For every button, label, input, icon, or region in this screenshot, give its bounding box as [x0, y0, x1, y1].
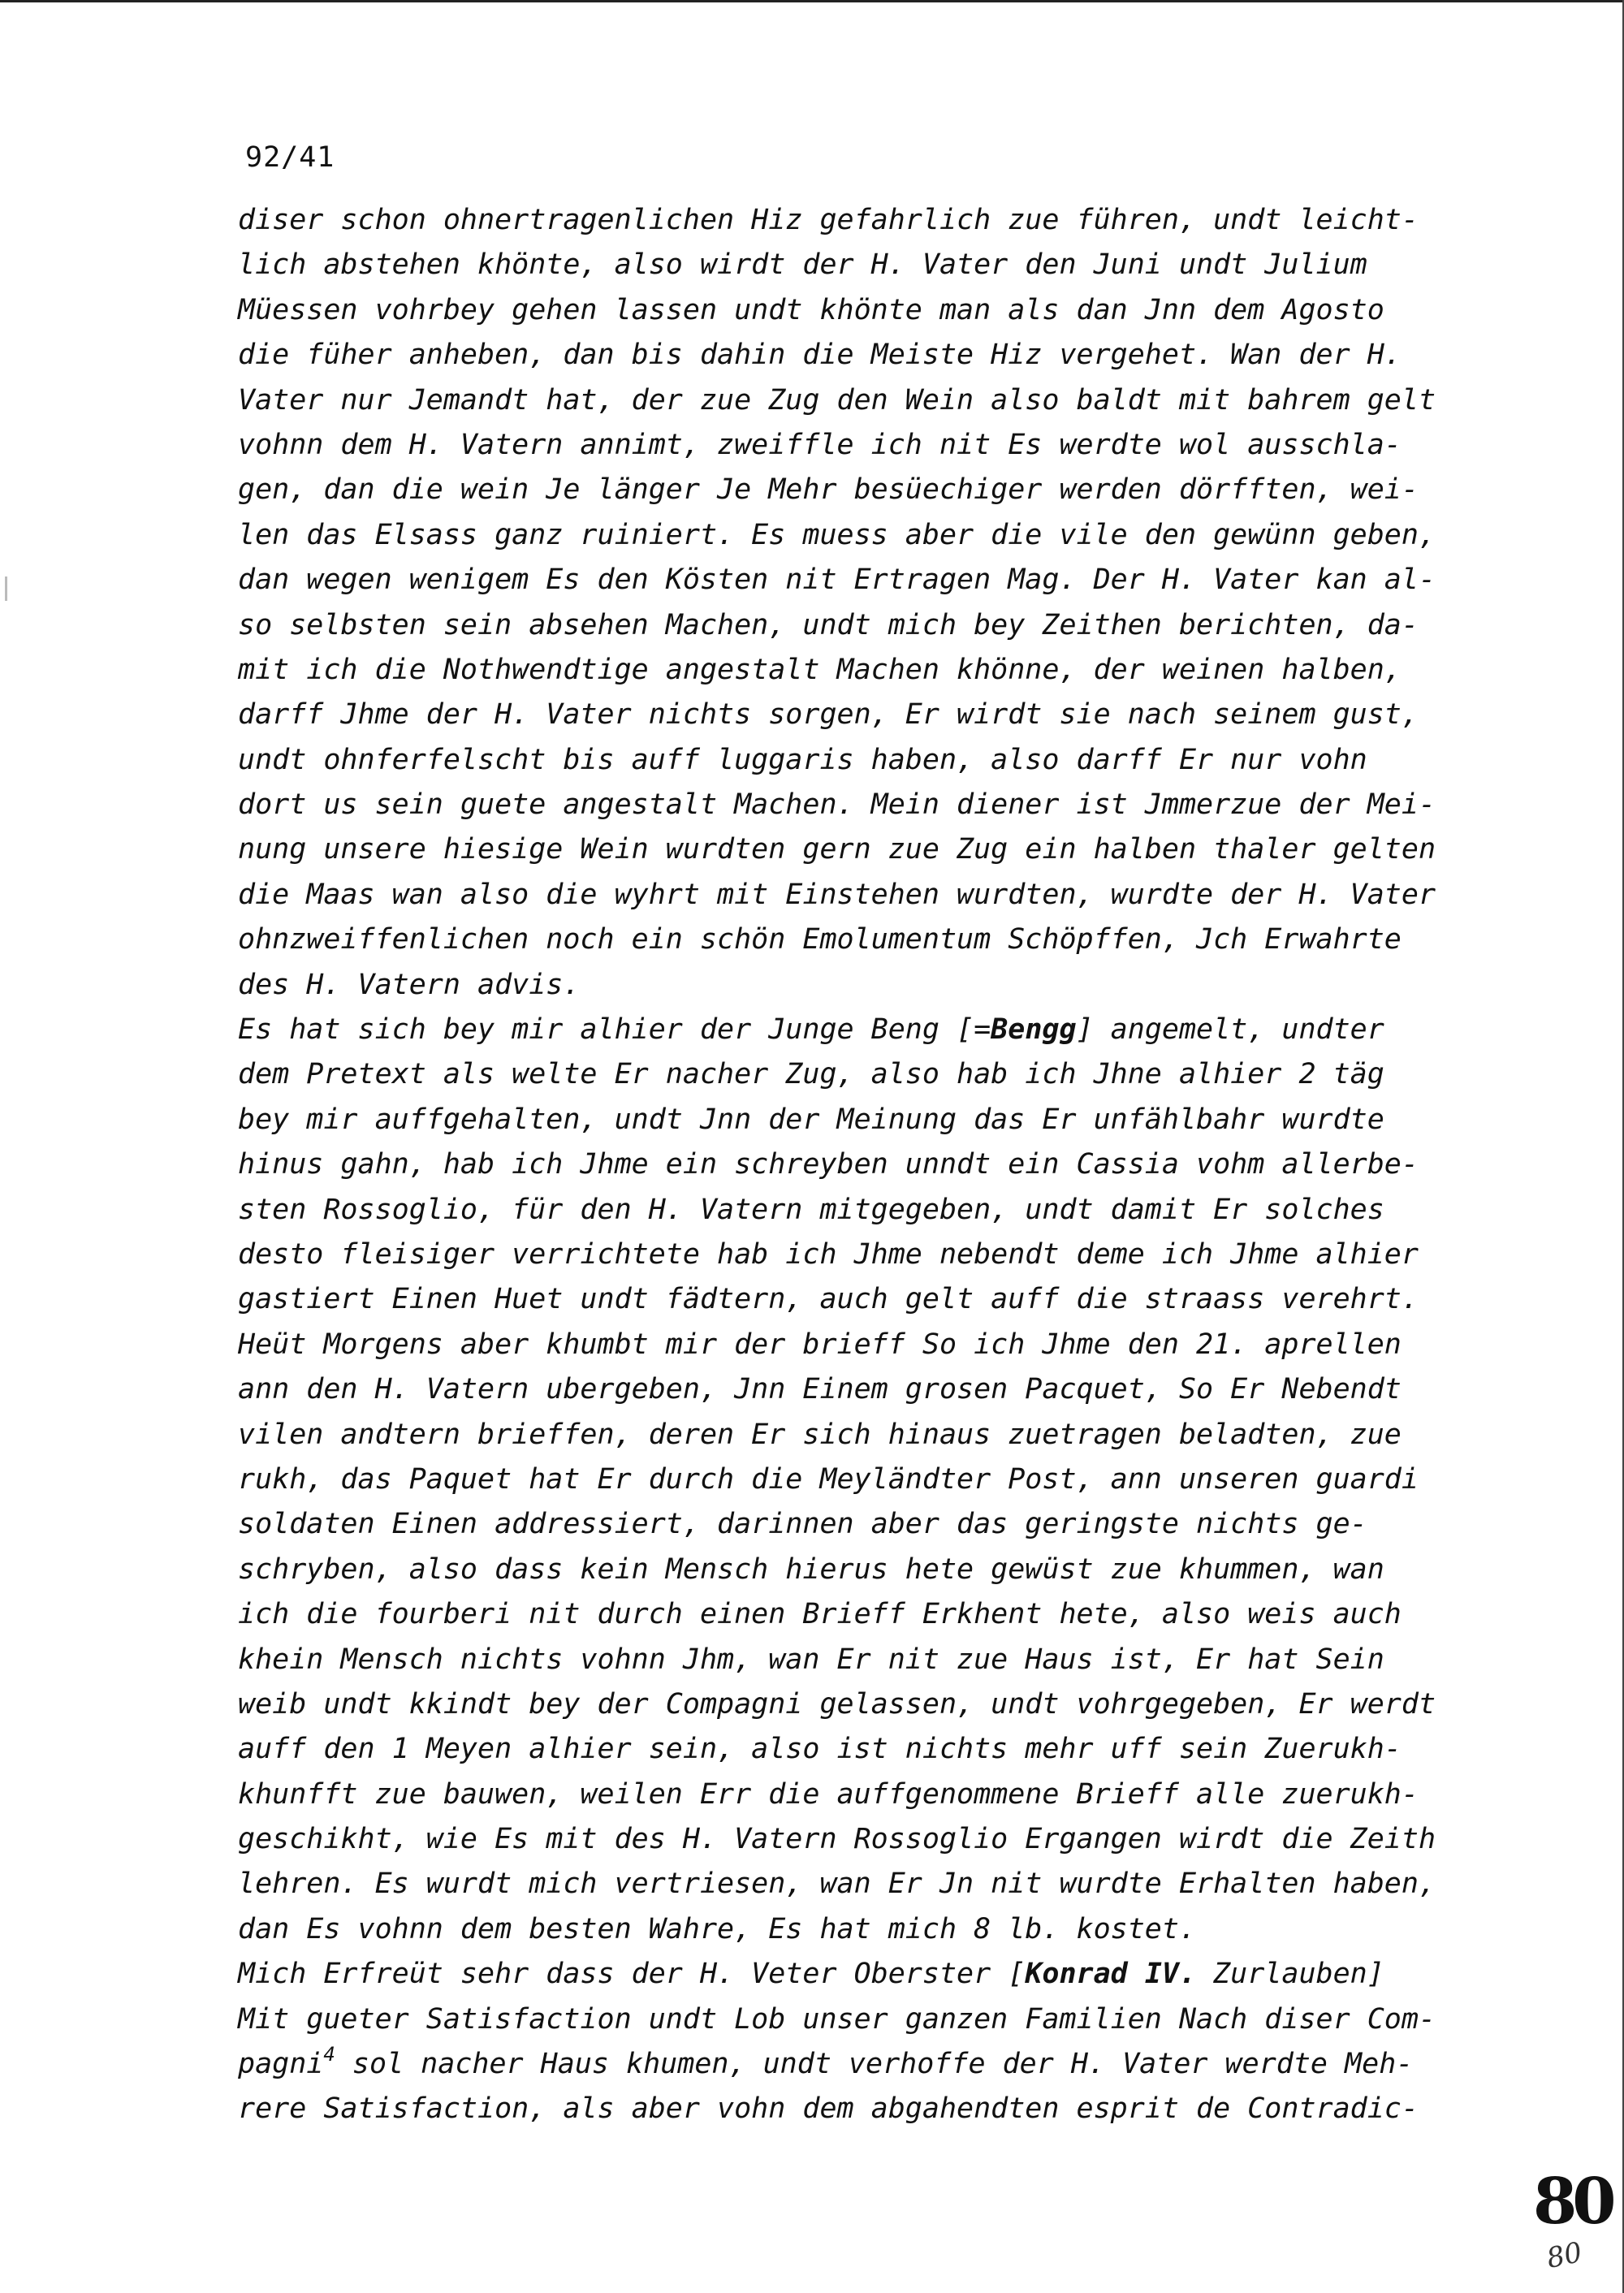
- text-segment: Mich Erfreüt sehr dass der H. Veter Oberster [: [238, 1958, 1026, 1991]
- text-line: dan wegen wenigem Es den Kösten nit Ertragen Mag. Der H. Vater kan al-: [238, 564, 1436, 597]
- text-line: Müessen vohrbey gehen lassen undt khönte man als dan Jnn dem Agosto: [238, 293, 1384, 326]
- text-line: [238, 2042, 1505, 2087]
- text-line: gen, dan die wein Je länger Je Mehr besüechiger werden dörfften, wei-: [238, 473, 1419, 507]
- text-line: nung unsere hiesige Wein wurdten gern zue Zug ein halben thaler gelten: [238, 833, 1436, 866]
- text-line: khein Mensch nichts vohnn Jhm, wan Er nit zue Haus ist, Er hat Sein: [238, 1643, 1384, 1676]
- text-line: len das Elsass ganz ruiniert. Es muess aber die vile den gewünn geben,: [238, 518, 1436, 551]
- text-line: so selbsten sein absehen Machen, undt mich bey Zeithen berichten, da-: [238, 608, 1419, 641]
- text-line: des H. Vatern advis.: [238, 968, 581, 1001]
- text-line: khunfft zue bauwen, weilen Err die auffgenommene Brieff alle zuerukh-: [238, 1777, 1419, 1811]
- text-segment: ] angemelt, undter: [1076, 1013, 1384, 1047]
- text-line: diser schon ohnertragenlichen Hiz gefahrlich zue führen, undt leicht-: [238, 204, 1419, 236]
- text-line: soldaten Einen addressiert, darinnen aber das geringste nichts ge-: [238, 1508, 1367, 1541]
- text-line: vilen andtern brieffen, deren Er sich hinaus zuetragen beladten, zue: [238, 1418, 1402, 1451]
- text-segment: Es hat sich bey mir alhier der Junge Beng [=: [238, 1013, 991, 1047]
- text-line: lehren. Es wurdt mich vertriesen, wan Er Jn nit wurdte Erhalten haben,: [238, 1868, 1436, 1901]
- text-line: [238, 1952, 1505, 1997]
- text-line: bey mir auffgehalten, undt Jnn der Meinung das Er unfählbahr wurdte: [238, 1103, 1384, 1136]
- folio-stamp: 80: [1533, 2165, 1612, 2239]
- text-line: rukh, das Paquet hat Er durch die Meyländter Post, ann unseren guardi: [238, 1462, 1419, 1496]
- text-line: die Maas wan also die wyhrt mit Einstehen wurdten, wurdte der H. Vater: [238, 878, 1436, 911]
- text-line: Heüt Morgens aber khumbt mir der brieff So ich Jhme den 21. aprellen: [238, 1328, 1402, 1361]
- text-line: undt ohnferfelscht bis auff luggaris haben, also darff Er nur vohn: [238, 743, 1367, 776]
- folio-pencil: 80: [1544, 2235, 1585, 2276]
- text-line: gastiert Einen Huet undt fädtern, auch gelt auff die straass verehrt.: [238, 1283, 1419, 1316]
- text-line: ohnzweiffenlichen noch ein schön Emolumentum Schöpffen, Jch Erwahrte: [238, 923, 1402, 956]
- text-line: desto fleisiger verrichtete hab ich Jhme nebendt deme ich Jhme alhier: [238, 1237, 1419, 1271]
- text-segment: pagni: [238, 2048, 324, 2081]
- text-line: dort us sein guete angestalt Machen. Mein diener ist Jmmerzue der Mei-: [238, 788, 1436, 822]
- footnote-marker: 4: [323, 2043, 335, 2066]
- text-line: weib undt kkindt bey der Compagni gelassen, undt vohrgegeben, Er werdt: [238, 1687, 1436, 1721]
- text-line: Vater nur Jemandt hat, der zue Zug den Wein also baldt mit bahrem gelt: [238, 383, 1436, 417]
- text-line: Mit gueter Satisfaction undt Lob unser ganzen Familien Nach diser Com-: [238, 2002, 1436, 2036]
- page-top-edge: [0, 0, 1624, 2]
- text-line: hinus gahn, hab ich Jhme ein schreyben unndt ein Cassia vohm allerbe-: [238, 1148, 1419, 1181]
- text-line: schryben, also dass kein Mensch hierus hete gewüst zue khummen, wan: [238, 1552, 1384, 1586]
- text-line: dem Pretext als welte Er nacher Zug, also hab ich Jhne alhier 2 täg: [238, 1058, 1384, 1091]
- text-line: rere Satisfaction, als aber vohn dem abgahendten esprit de Contradic-: [238, 2092, 1419, 2126]
- letter-body: [238, 198, 1505, 2132]
- text-line: mit ich die Nothwendtige angestalt Machen khönne, der weinen halben,: [238, 653, 1402, 686]
- text-segment: Zurlauben]: [1196, 1958, 1384, 1991]
- text-line: ich die fourberi nit durch einen Brieff Erkhent hete, also weis auch: [238, 1598, 1402, 1631]
- text-segment: sol nacher Haus khumen, undt verhoffe der H. Vater werdte Meh-: [335, 2048, 1414, 2081]
- text-line: sten Rossoglio, für den H. Vatern mitgegeben, undt damit Er solches: [238, 1193, 1384, 1226]
- editorial-annotation: Konrad IV.: [1025, 1958, 1197, 1991]
- margin-mark: [5, 576, 7, 601]
- text-line: darff Jhme der H. Vater nichts sorgen, Er wirdt sie nach seinem gust,: [238, 698, 1419, 732]
- text-line: die füher anheben, dan bis dahin die Meiste Hiz vergehet. Wan der H.: [238, 339, 1402, 372]
- text-line: vohnn dem H. Vatern annimt, zweiffle ich nit Es werdte wol ausschla-: [238, 428, 1402, 461]
- text-line: lich abstehen khönte, also wirdt der H. Vater den Juni undt Julium: [238, 248, 1367, 282]
- editorial-annotation: Bengg: [991, 1013, 1077, 1047]
- text-line: auff den 1 Meyen alhier sein, also ist nichts mehr uff sein Zuerukh-: [238, 1733, 1402, 1766]
- text-line: ann den H. Vatern ubergeben, Jnn Einem grosen Pacquet, So Er Nebendt: [238, 1373, 1402, 1406]
- text-line: dan Es vohnn dem besten Wahre, Es hat mich 8 lb. kostet.: [238, 1912, 1197, 1945]
- text-line: geschikht, wie Es mit des H. Vatern Rossoglio Ergangen wirdt die Zeith: [238, 1823, 1436, 1856]
- page-number: 92/41: [245, 141, 335, 174]
- text-line: [238, 1008, 1505, 1052]
